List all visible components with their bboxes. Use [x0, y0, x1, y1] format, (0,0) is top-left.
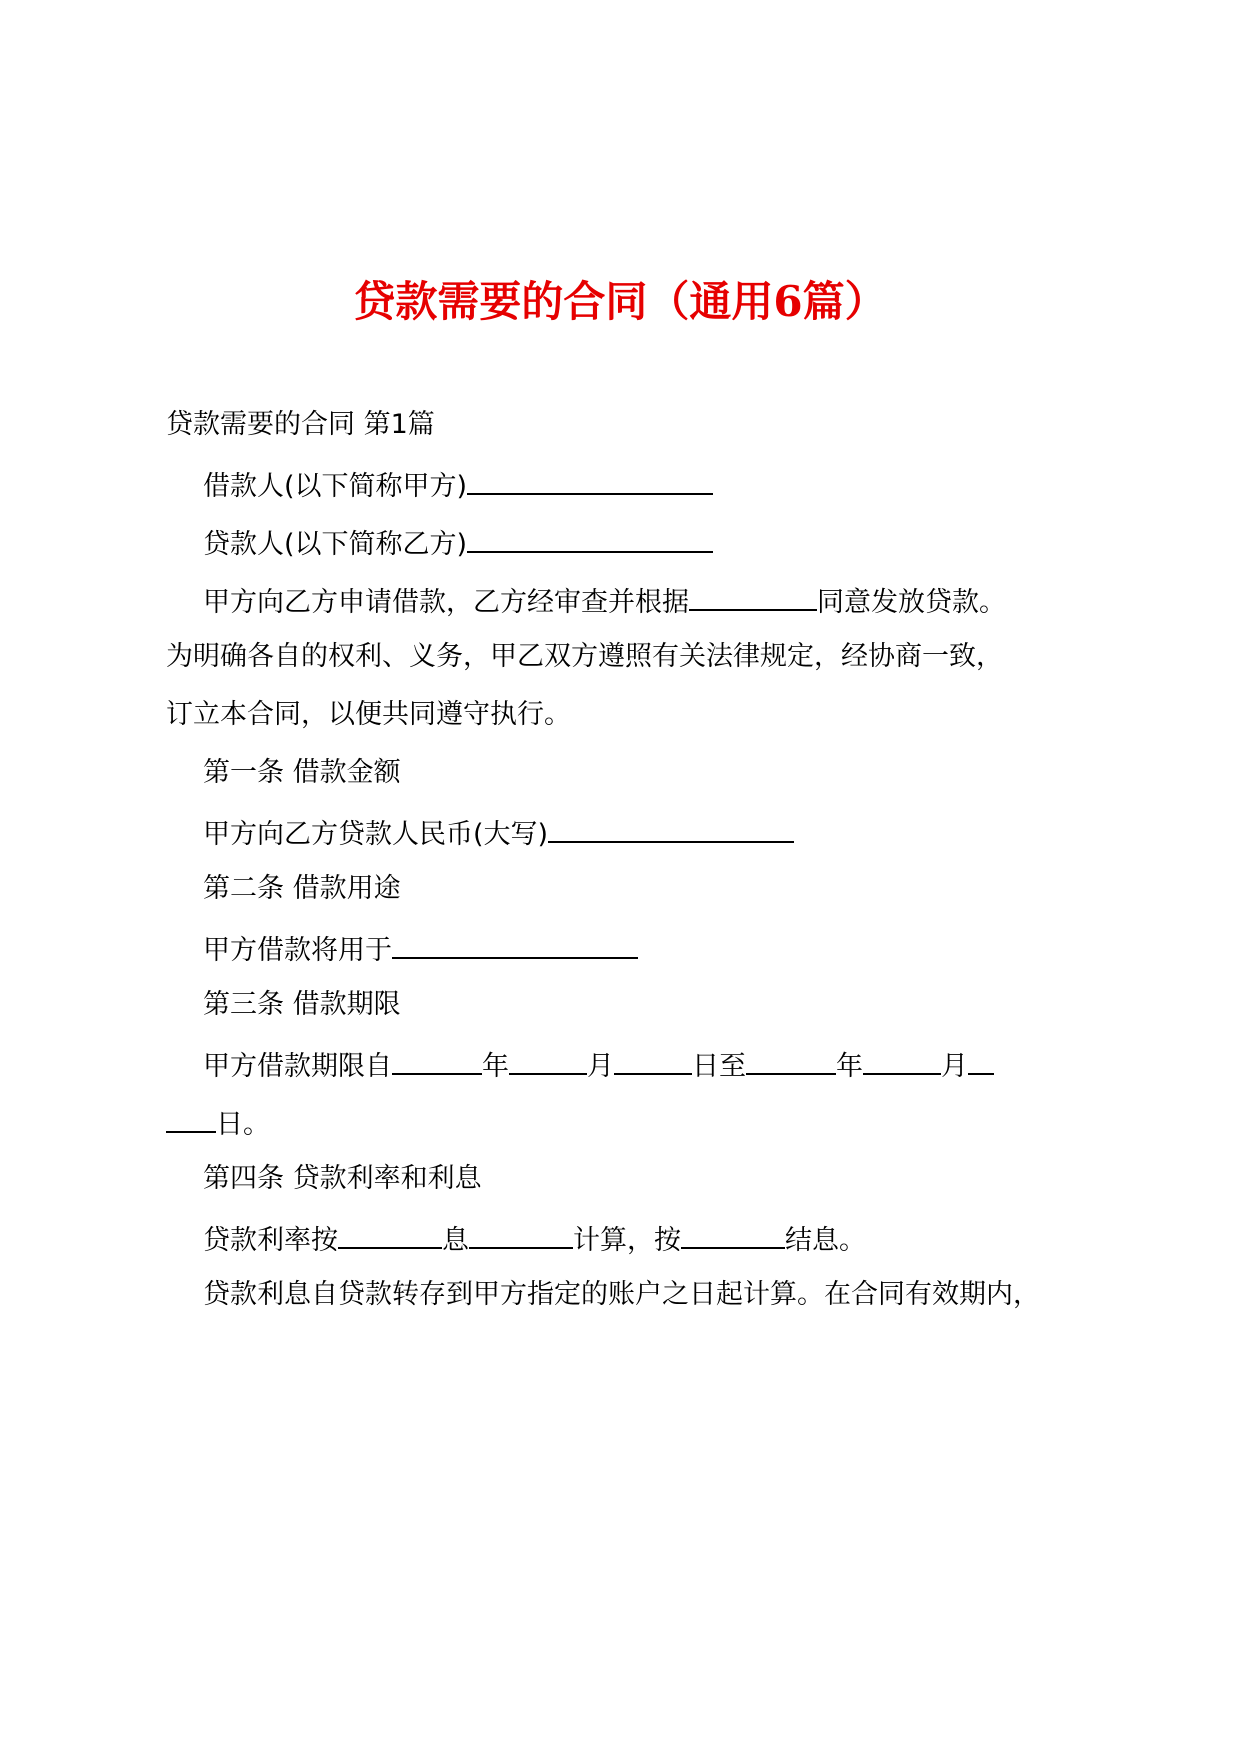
basis-blank[interactable] [689, 579, 817, 611]
article-3-title: 第三条 借款期限 [203, 989, 401, 1020]
end-day-blank-part2[interactable] [166, 1101, 216, 1133]
intro-line-2: 为明确各自的权利、义务，甲乙双方遵照有关法律规定，经协商一致， [166, 641, 1003, 672]
article-2-text [203, 927, 638, 971]
article-3-text [203, 1043, 994, 1087]
intro-line-3: 订立本合同，以便共同遵守执行。 [166, 699, 571, 730]
month-label-2: 月 [941, 1051, 968, 1082]
month-label-1: 月 [587, 1051, 614, 1082]
rate-blank[interactable] [338, 1217, 442, 1249]
interest-start-line: 贷款利息自贷款转存到甲方指定的账户之日起计算。在合同有效期内， [203, 1279, 1040, 1310]
intro-line-1 [203, 579, 1006, 623]
rate-label-a: 贷款利率按 [203, 1225, 338, 1256]
article-4-text [203, 1217, 866, 1261]
borrower-label: 借款人(以下简称甲方) [203, 471, 468, 502]
term-label: 甲方借款期限自 [203, 1051, 392, 1082]
day-to-label: 日至 [692, 1051, 746, 1082]
end-year-blank[interactable] [746, 1043, 836, 1075]
article-3-text-cont [166, 1101, 270, 1145]
start-year-blank[interactable] [392, 1043, 482, 1075]
article-1-title: 第一条 借款金额 [203, 757, 401, 788]
purpose-blank[interactable] [392, 927, 638, 959]
rate-label-d: 结息。 [785, 1225, 866, 1256]
rate-label-c: 计算，按 [573, 1225, 681, 1256]
borrower-line [203, 463, 713, 507]
lender-label: 贷款人(以下简称乙方) [203, 529, 468, 560]
article-4-title: 第四条 贷款利率和利息 [203, 1163, 482, 1194]
start-day-blank[interactable] [614, 1043, 692, 1075]
section-heading: 贷款需要的合同 第1篇 [166, 409, 435, 440]
intro-text-b: 同意发放贷款。 [817, 587, 1006, 618]
day-end-label: 日。 [216, 1109, 270, 1140]
lender-line [203, 521, 713, 565]
document-title: 贷款需要的合同（通用6篇） [353, 277, 887, 326]
year-label-2: 年 [836, 1051, 863, 1082]
intro-text-a: 甲方向乙方申请借款，乙方经审查并根据 [203, 587, 689, 618]
start-month-blank[interactable] [509, 1043, 587, 1075]
rate-label-b: 息 [442, 1225, 469, 1256]
amount-blank[interactable] [548, 811, 794, 843]
article-1-text [203, 811, 794, 855]
end-month-blank[interactable] [863, 1043, 941, 1075]
lender-blank[interactable] [467, 521, 713, 553]
article-2-title: 第二条 借款用途 [203, 873, 401, 904]
purpose-label: 甲方借款将用于 [203, 935, 392, 966]
settlement-blank[interactable] [681, 1217, 785, 1249]
year-label-1: 年 [482, 1051, 509, 1082]
borrower-blank[interactable] [467, 463, 713, 495]
end-day-blank-part1[interactable] [968, 1043, 994, 1075]
interest-basis-blank[interactable] [469, 1217, 573, 1249]
amount-label: 甲方向乙方贷款人民币(大写) [203, 819, 549, 850]
